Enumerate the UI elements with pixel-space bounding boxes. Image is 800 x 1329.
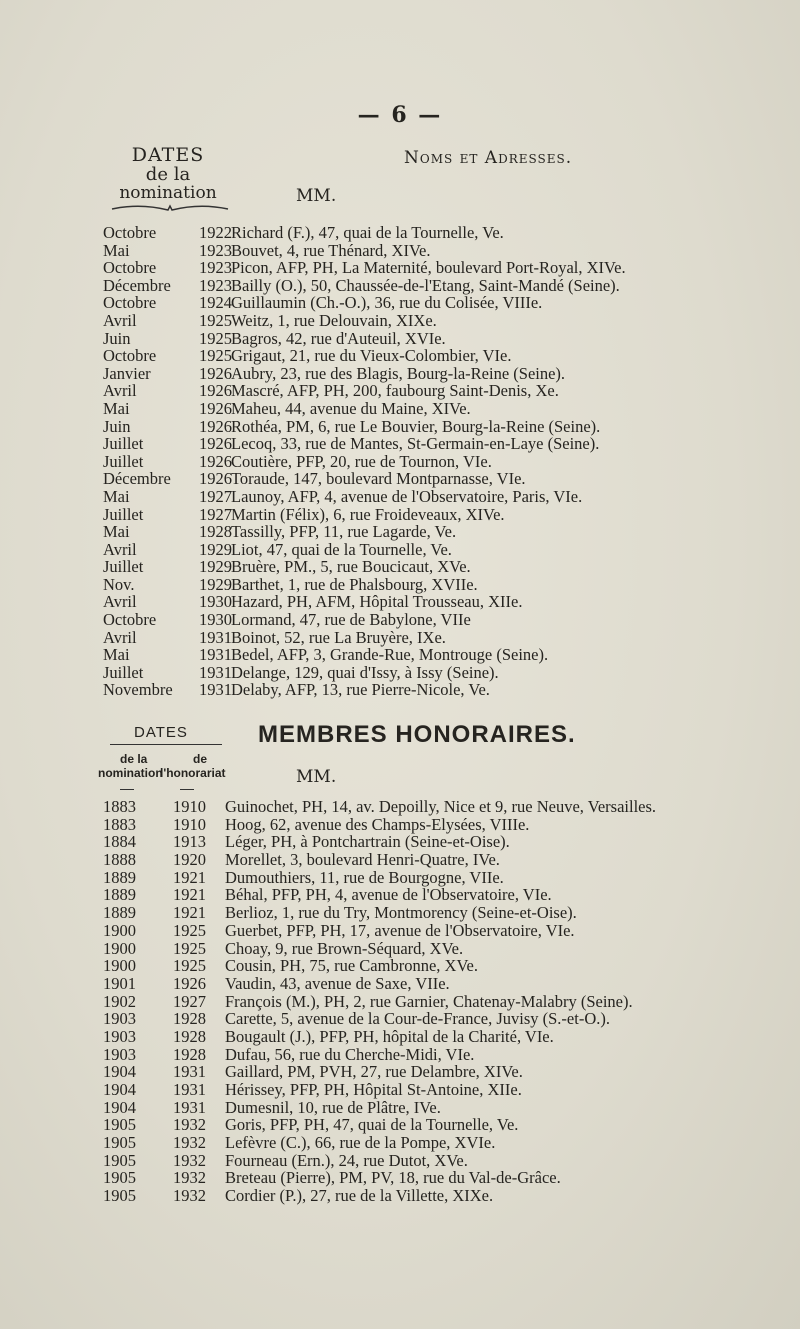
month: Avril xyxy=(103,592,137,612)
honorariat-year: 1932 xyxy=(173,1115,206,1135)
year: 1922 xyxy=(199,223,232,242)
honorariat-year: 1925 xyxy=(173,938,206,958)
honorary-members-list xyxy=(103,798,793,1205)
year: 1926 xyxy=(199,381,232,401)
month: Novembre xyxy=(103,680,173,700)
year: 1931 xyxy=(199,662,232,682)
nomination-year: 1905 xyxy=(103,1133,136,1153)
member-entry: Guerbet, PFP, PH, 17, avenue de l'Observatoire, VIe. xyxy=(225,920,575,940)
month: Octobre xyxy=(103,610,157,630)
month: Juillet xyxy=(103,662,144,682)
year: 1925 xyxy=(199,328,232,348)
list-item xyxy=(103,629,793,647)
year: 1927 xyxy=(199,486,232,506)
list-item xyxy=(103,277,793,295)
month: Mai xyxy=(103,486,130,506)
nomination-year: 1905 xyxy=(103,1150,136,1170)
member-entry: Dumesnil, 10, rue de Plâtre, IVe. xyxy=(225,1097,441,1117)
year: 1926 xyxy=(199,398,232,418)
honorariat-year: 1925 xyxy=(173,920,206,940)
nomination-year: 1902 xyxy=(103,991,136,1011)
members-list xyxy=(103,224,793,699)
nomination-year: 1905 xyxy=(103,1186,136,1206)
month: Nov. xyxy=(103,574,135,594)
member-entry: Barthet, 1, rue de Phalsbourg, XVIIe. xyxy=(231,574,478,594)
month: Octobre xyxy=(103,293,157,313)
month: Juillet xyxy=(103,504,144,524)
honorariat-year: 1921 xyxy=(173,903,206,923)
member-entry: Martin (Félix), 6, rue Froideveaux, XIVe. xyxy=(231,504,505,524)
honorariat-year: 1927 xyxy=(173,991,206,1011)
honorariat-year: 1910 xyxy=(173,814,206,834)
month: Juin xyxy=(103,328,131,348)
list-item xyxy=(103,922,793,940)
member-entry: Goris, PFP, PH, 47, quai de la Tournelle, Ve. xyxy=(225,1115,519,1135)
list-item xyxy=(103,1028,793,1046)
month: Mai xyxy=(103,645,130,665)
member-entry: Guinochet, PH, 14, av. Depoilly, Nice et 9, rue Neuve, Versailles. xyxy=(225,797,657,816)
member-entry: François (M.), PH, 2, rue Garnier, Chatenay-Malabry (Seine). xyxy=(225,991,633,1011)
list-item xyxy=(103,1134,793,1152)
honorariat-year: 1926 xyxy=(173,973,206,993)
year: 1926 xyxy=(199,469,232,489)
honorariat-year: 1932 xyxy=(173,1186,206,1206)
member-entry: Dufau, 56, rue du Cherche-Midi, VIe. xyxy=(225,1044,475,1064)
year: 1926 xyxy=(199,416,232,436)
list-item xyxy=(103,1152,793,1170)
nomination-year: 1905 xyxy=(103,1115,136,1135)
list-item xyxy=(103,558,793,576)
month: Mai xyxy=(103,240,130,260)
honorariat-year: 1932 xyxy=(173,1133,206,1153)
list-item xyxy=(103,1063,793,1081)
honorariat-year: 1913 xyxy=(173,832,206,852)
honorariat-year: 1910 xyxy=(173,797,206,816)
list-item xyxy=(103,1081,793,1099)
list-item xyxy=(103,681,793,699)
dates-header-line1: DATES xyxy=(131,144,205,166)
sub-header-nomination: nomination xyxy=(98,766,163,780)
month: Janvier xyxy=(103,363,151,383)
list-item xyxy=(103,1099,793,1117)
nomination-year: 1889 xyxy=(103,903,136,923)
list-item xyxy=(103,242,793,260)
month: Avril xyxy=(103,381,137,401)
member-entry: Grigaut, 21, rue du Vieux-Colombier, VIe. xyxy=(231,346,512,366)
member-entry: Cousin, PH, 75, rue Cambronne, XVe. xyxy=(225,956,478,976)
decorative-rule-icon xyxy=(110,200,230,216)
list-item xyxy=(103,940,793,958)
nomination-year: 1900 xyxy=(103,938,136,958)
member-entry: Boinot, 52, rue La Bruyère, IXe. xyxy=(231,627,446,647)
page-number: — 6 — xyxy=(357,102,443,128)
dates-header-line3: nomination xyxy=(119,183,217,203)
list-item xyxy=(103,664,793,682)
member-entry: Delaby, AFP, 13, rue Pierre-Nicole, Ve. xyxy=(231,680,490,700)
member-entry: Hérissey, PFP, PH, Hôpital St-Antoine, XIIe. xyxy=(225,1080,522,1099)
nomination-year: 1903 xyxy=(103,1044,136,1064)
nomination-year: 1884 xyxy=(103,832,136,852)
nomination-year: 1900 xyxy=(103,956,136,976)
year: 1924 xyxy=(199,293,232,313)
member-entry: Lormand, 47, rue de Babylone, VIIe xyxy=(231,610,471,630)
divider xyxy=(110,744,222,745)
dates-header-line2: de la xyxy=(145,164,191,185)
member-entry: Morellet, 3, boulevard Henri-Quatre, IVe. xyxy=(225,850,500,870)
member-entry: Choay, 9, rue Brown-Séquard, XVe. xyxy=(225,938,464,958)
list-item xyxy=(103,259,793,277)
honorariat-year: 1928 xyxy=(173,1044,206,1064)
month: Juillet xyxy=(103,451,144,471)
month: Octobre xyxy=(103,346,157,366)
honorariat-year: 1921 xyxy=(173,867,206,887)
nomination-year: 1904 xyxy=(103,1062,136,1082)
member-entry: Lefèvre (C.), 66, rue de la Pompe, XVIe. xyxy=(225,1133,496,1153)
year: 1923 xyxy=(199,240,232,260)
list-item xyxy=(103,1116,793,1134)
sub-header-de: de xyxy=(193,752,208,766)
list-item xyxy=(103,224,793,242)
member-entry: Launoy, AFP, 4, avenue de l'Observatoire, Paris, VIe. xyxy=(231,486,583,506)
year: 1923 xyxy=(199,275,232,295)
nomination-year: 1903 xyxy=(103,1026,136,1046)
list-item xyxy=(103,886,793,904)
member-entry: Toraude, 147, boulevard Montparnasse, VIe. xyxy=(231,469,526,489)
list-item xyxy=(103,400,793,418)
month: Juillet xyxy=(103,434,144,454)
list-item xyxy=(103,347,793,365)
divider xyxy=(120,789,134,790)
member-entry: Carette, 5, avenue de la Cour-de-France, Juvisy (S.-et-O.). xyxy=(225,1009,610,1029)
list-item xyxy=(103,1187,793,1205)
year: 1930 xyxy=(199,610,232,630)
nomination-year: 1901 xyxy=(103,973,136,993)
honorariat-year: 1928 xyxy=(173,1026,206,1046)
honorariat-year: 1921 xyxy=(173,885,206,905)
list-item xyxy=(103,506,793,524)
year: 1926 xyxy=(199,451,232,471)
year: 1929 xyxy=(199,539,232,559)
list-item xyxy=(103,1169,793,1187)
member-entry: Rothéa, PM, 6, rue Le Bouvier, Bourg-la-Reine (Seine). xyxy=(231,416,601,436)
member-entry: Delange, 129, quai d'Issy, à Issy (Seine). xyxy=(231,662,499,682)
year: 1925 xyxy=(199,310,232,330)
member-entry: Fourneau (Ern.), 24, rue Dutot, XVe. xyxy=(225,1150,468,1170)
member-entry: Léger, PH, à Pontchartrain (Seine-et-Oise). xyxy=(225,832,510,852)
year: 1926 xyxy=(199,434,232,454)
list-item xyxy=(103,294,793,312)
member-entry: Coutière, PFP, 20, rue de Tournon, VIe. xyxy=(231,451,492,471)
nomination-year: 1883 xyxy=(103,797,136,816)
member-entry: Aubry, 23, rue des Blagis, Bourg-la-Reine (Seine). xyxy=(231,363,566,383)
member-entry: Mascré, AFP, PH, 200, faubourg Saint-Denis, Xe. xyxy=(231,381,559,401)
year: 1929 xyxy=(199,557,232,577)
year: 1931 xyxy=(199,645,232,665)
member-entry: Liot, 47, quai de la Tournelle, Ve. xyxy=(231,539,452,559)
member-entry: Richard (F.), 47, quai de la Tournelle, Ve. xyxy=(231,223,504,242)
member-entry: Lecoq, 33, rue de Mantes, St-Germain-en-Laye (Seine). xyxy=(231,434,600,454)
list-item xyxy=(103,798,793,816)
list-item xyxy=(103,365,793,383)
dates-column-header xyxy=(118,146,218,203)
mm-label-honorary: MM. xyxy=(296,767,337,787)
list-item xyxy=(103,435,793,453)
list-item xyxy=(103,488,793,506)
member-entry: Bedel, AFP, 3, Grande-Rue, Montrouge (Seine). xyxy=(231,645,549,665)
year: 1930 xyxy=(199,592,232,612)
member-entry: Bagros, 42, rue d'Auteuil, XVIe. xyxy=(231,328,446,348)
list-item xyxy=(103,593,793,611)
month: Octobre xyxy=(103,258,157,278)
nomination-year: 1888 xyxy=(103,850,136,870)
month: Décembre xyxy=(103,469,171,489)
member-entry: Dumouthiers, 11, rue de Bourgogne, VIIe. xyxy=(225,867,504,887)
month: Avril xyxy=(103,539,137,559)
nomination-year: 1889 xyxy=(103,867,136,887)
year: 1923 xyxy=(199,258,232,278)
nomination-year: 1904 xyxy=(103,1097,136,1117)
honorariat-year: 1931 xyxy=(173,1080,206,1099)
member-entry: Béhal, PFP, PH, 4, avenue de l'Observatoire, VIe. xyxy=(225,885,552,905)
year: 1928 xyxy=(199,522,232,542)
list-item xyxy=(103,833,793,851)
names-column-header: Noms et Adresses. xyxy=(404,148,573,168)
list-item xyxy=(103,523,793,541)
honorary-dates-header: DATES xyxy=(134,724,188,741)
mm-label: MM. xyxy=(296,186,337,206)
list-item xyxy=(103,975,793,993)
list-item xyxy=(103,611,793,629)
list-item xyxy=(103,312,793,330)
member-entry: Vaudin, 43, avenue de Saxe, VIIe. xyxy=(225,973,450,993)
list-item xyxy=(103,1046,793,1064)
member-entry: Picon, AFP, PH, La Maternité, boulevard Port-Royal, XIVe. xyxy=(231,258,626,278)
divider xyxy=(180,789,194,790)
year: 1931 xyxy=(199,627,232,647)
member-entry: Hoog, 62, avenue des Champs-Elysées, VIIIe. xyxy=(225,814,530,834)
sub-header-honorariat: l'honorariat xyxy=(160,766,226,780)
nomination-year: 1904 xyxy=(103,1080,136,1099)
list-item xyxy=(103,646,793,664)
list-item xyxy=(103,816,793,834)
nomination-year: 1903 xyxy=(103,1009,136,1029)
member-entry: Cordier (P.), 27, rue de la Villette, XIXe. xyxy=(225,1186,494,1206)
section-title: MEMBRES HONORAIRES. xyxy=(258,721,576,748)
nomination-year: 1900 xyxy=(103,920,136,940)
honorariat-year: 1932 xyxy=(173,1168,206,1188)
honorariat-year: 1925 xyxy=(173,956,206,976)
honorariat-year: 1931 xyxy=(173,1062,206,1082)
list-item xyxy=(103,957,793,975)
member-entry: Bougault (J.), PFP, PH, hôpital de la Charité, VIe. xyxy=(225,1026,554,1046)
list-item xyxy=(103,382,793,400)
month: Décembre xyxy=(103,275,171,295)
year: 1931 xyxy=(199,680,232,700)
member-entry: Breteau (Pierre), PM, PV, 18, rue du Val-de-Grâce. xyxy=(225,1168,561,1188)
list-item xyxy=(103,869,793,887)
year: 1926 xyxy=(199,363,232,383)
member-entry: Bailly (O.), 50, Chaussée-de-l'Etang, Saint-Mandé (Seine). xyxy=(231,275,620,295)
member-entry: Tassilly, PFP, 11, rue Lagarde, Ve. xyxy=(231,522,457,542)
list-item xyxy=(103,576,793,594)
nomination-year: 1889 xyxy=(103,885,136,905)
honorariat-year: 1932 xyxy=(173,1150,206,1170)
member-entry: Bouvet, 4, rue Thénard, XIVe. xyxy=(231,240,431,260)
member-entry: Bruère, PM., 5, rue Boucicaut, XVe. xyxy=(231,557,471,577)
list-item xyxy=(103,330,793,348)
honorariat-year: 1920 xyxy=(173,850,206,870)
member-entry: Berlioz, 1, rue du Try, Montmorency (Seine-et-Oise). xyxy=(225,903,577,923)
member-entry: Maheu, 44, avenue du Maine, XIVe. xyxy=(231,398,471,418)
nomination-year: 1883 xyxy=(103,814,136,834)
year: 1929 xyxy=(199,574,232,594)
month: Octobre xyxy=(103,223,157,242)
member-entry: Guillaumin (Ch.-O.), 36, rue du Colisée, VIIIe. xyxy=(231,293,543,313)
member-entry: Hazard, PH, AFM, Hôpital Trousseau, XIIe. xyxy=(231,592,523,612)
month: Juillet xyxy=(103,557,144,577)
list-item xyxy=(103,453,793,471)
year: 1927 xyxy=(199,504,232,524)
list-item xyxy=(103,851,793,869)
list-item xyxy=(103,470,793,488)
month: Mai xyxy=(103,522,130,542)
honorariat-year: 1931 xyxy=(173,1097,206,1117)
list-item xyxy=(103,904,793,922)
sub-header-dela: de la xyxy=(120,752,148,766)
list-item xyxy=(103,418,793,436)
year: 1925 xyxy=(199,346,232,366)
list-item xyxy=(103,1010,793,1028)
month: Avril xyxy=(103,627,137,647)
member-entry: Weitz, 1, rue Delouvain, XIXe. xyxy=(231,310,437,330)
list-item xyxy=(103,993,793,1011)
month: Avril xyxy=(103,310,137,330)
month: Juin xyxy=(103,416,131,436)
month: Mai xyxy=(103,398,130,418)
nomination-year: 1905 xyxy=(103,1168,136,1188)
member-entry: Gaillard, PM, PVH, 27, rue Delambre, XIVe. xyxy=(225,1062,523,1082)
honorariat-year: 1928 xyxy=(173,1009,206,1029)
list-item xyxy=(103,541,793,559)
